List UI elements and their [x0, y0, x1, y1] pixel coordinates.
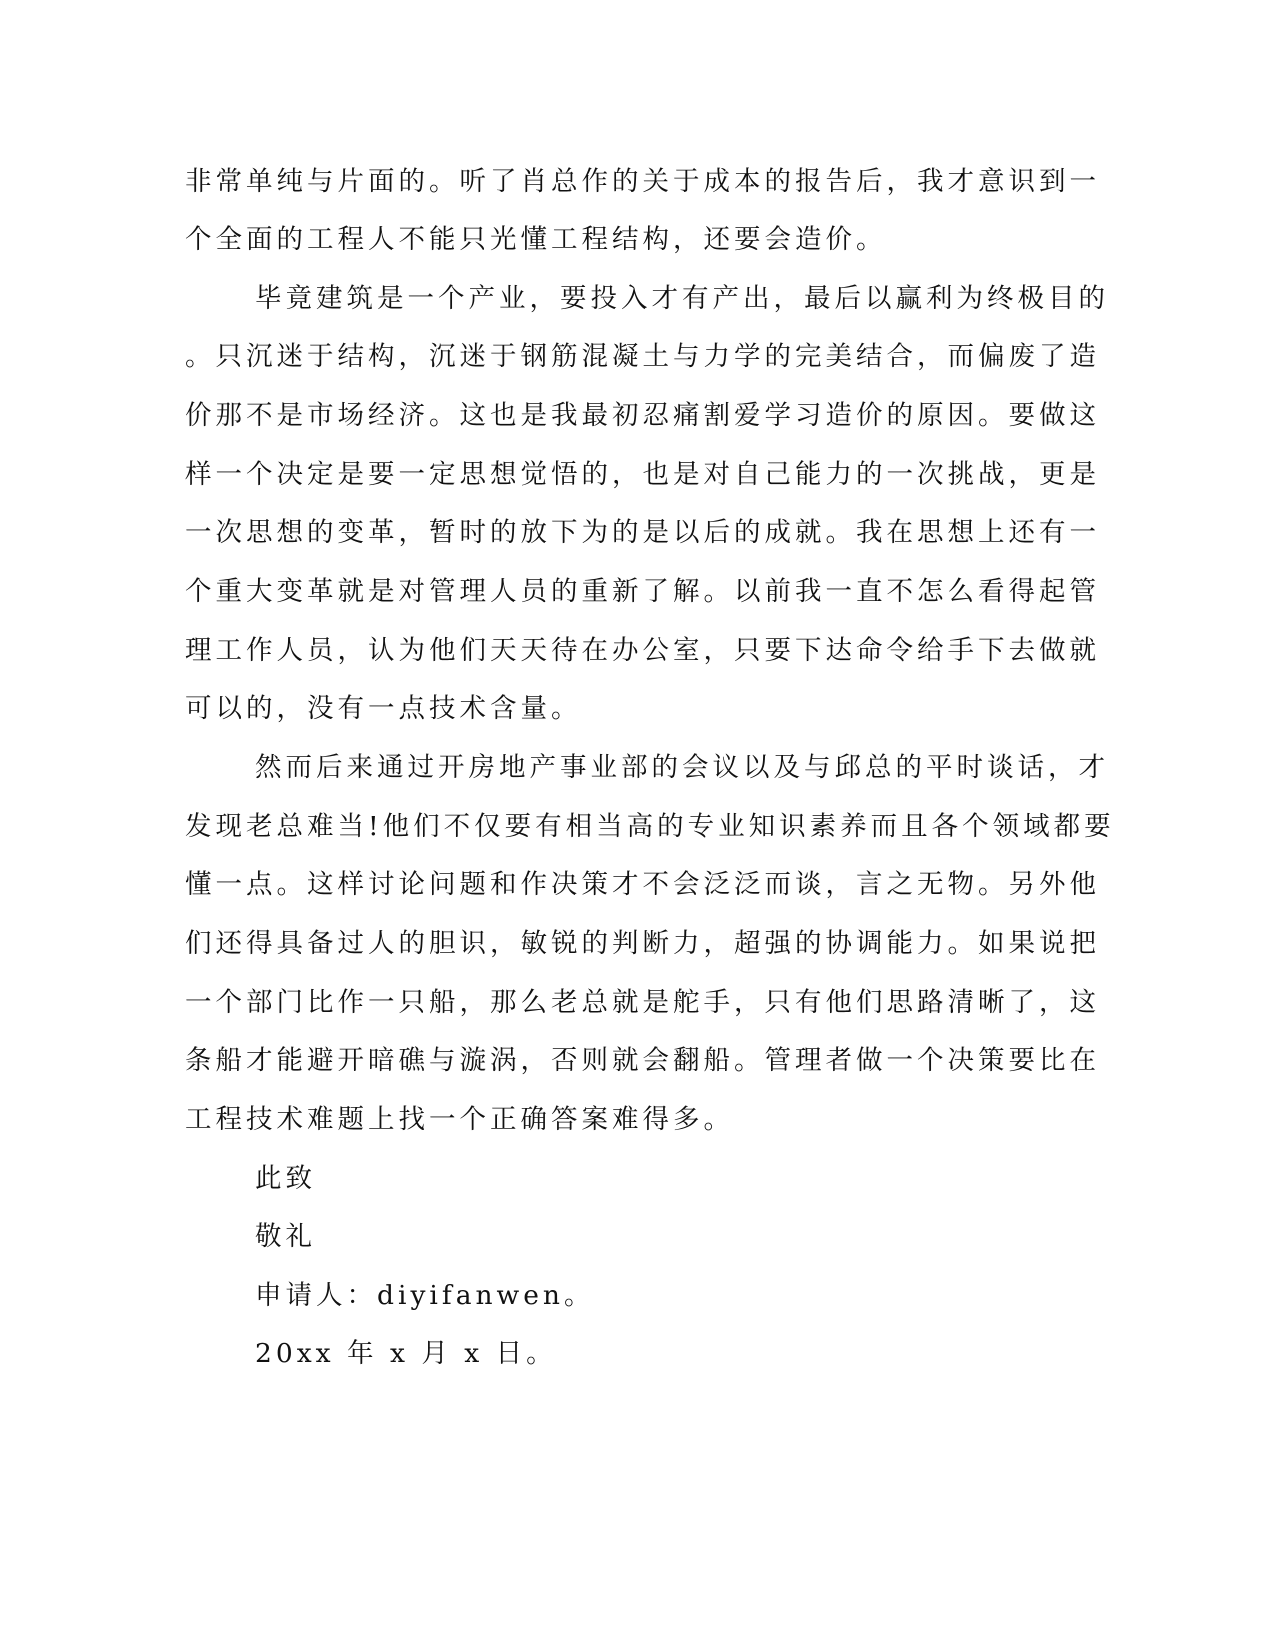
paragraph-3-line-5: 一个部门比作一只船，那么老总就是舵手，只有他们思路清晰了，这: [185, 987, 1100, 1018]
paragraph-2-line-1: 毕竟建筑是一个产业，要投入才有产出，最后以赢利为终极目的: [255, 283, 1109, 314]
letter-date: 20xx 年 x 月 x 日。: [255, 1338, 557, 1369]
paragraph-3-line-6: 条船才能避开暗礁与漩涡，否则就会翻船。管理者做一个决策要比在: [185, 1045, 1100, 1076]
paragraph-3-line-4: 们还得具备过人的胆识，敏锐的判断力，超强的协调能力。如果说把: [185, 928, 1100, 959]
paragraph-2-line-7: 理工作人员，认为他们天天待在办公室，只要下达命令给手下去做就: [185, 635, 1100, 666]
closing-salutation-2: 敬礼: [255, 1221, 316, 1252]
paragraph-1-line-1: 非常单纯与片面的。听了肖总作的关于成本的报告后，我才意识到一: [185, 166, 1100, 197]
paragraph-3-line-1: 然而后来通过开房地产事业部的会议以及与邱总的平时谈话，才: [255, 752, 1109, 783]
paragraph-2-line-3: 价那不是市场经济。这也是我最初忍痛割爱学习造价的原因。要做这: [185, 400, 1100, 431]
paragraph-3-line-3: 懂一点。这样讨论问题和作决策才不会泛泛而谈，言之无物。另外他: [185, 869, 1100, 900]
paragraph-2-line-6: 个重大变革就是对管理人员的重新了解。以前我一直不怎么看得起管: [185, 576, 1100, 607]
paragraph-1-line-2: 个全面的工程人不能只光懂工程结构，还要会造价。: [185, 224, 887, 255]
paragraph-2-line-8: 可以的，没有一点技术含量。: [185, 693, 582, 724]
applicant-signature: 申请人：diyifanwen。: [255, 1280, 595, 1311]
paragraph-2-line-2: 。只沉迷于结构，沉迷于钢筋混凝土与力学的完美结合，而偏废了造: [185, 341, 1100, 372]
paragraph-3-line-7: 工程技术难题上找一个正确答案难得多。: [185, 1104, 734, 1135]
paragraph-2-line-5: 一次思想的变革，暂时的放下为的是以后的成就。我在思想上还有一: [185, 517, 1100, 548]
paragraph-2-line-4: 样一个决定是要一定思想觉悟的，也是对自己能力的一次挑战，更是: [185, 459, 1100, 490]
paragraph-3-line-2: 发现老总难当!他们不仅要有相当高的专业知识素养而且各个领域都要: [185, 811, 1115, 842]
closing-salutation-1: 此致: [255, 1163, 316, 1194]
